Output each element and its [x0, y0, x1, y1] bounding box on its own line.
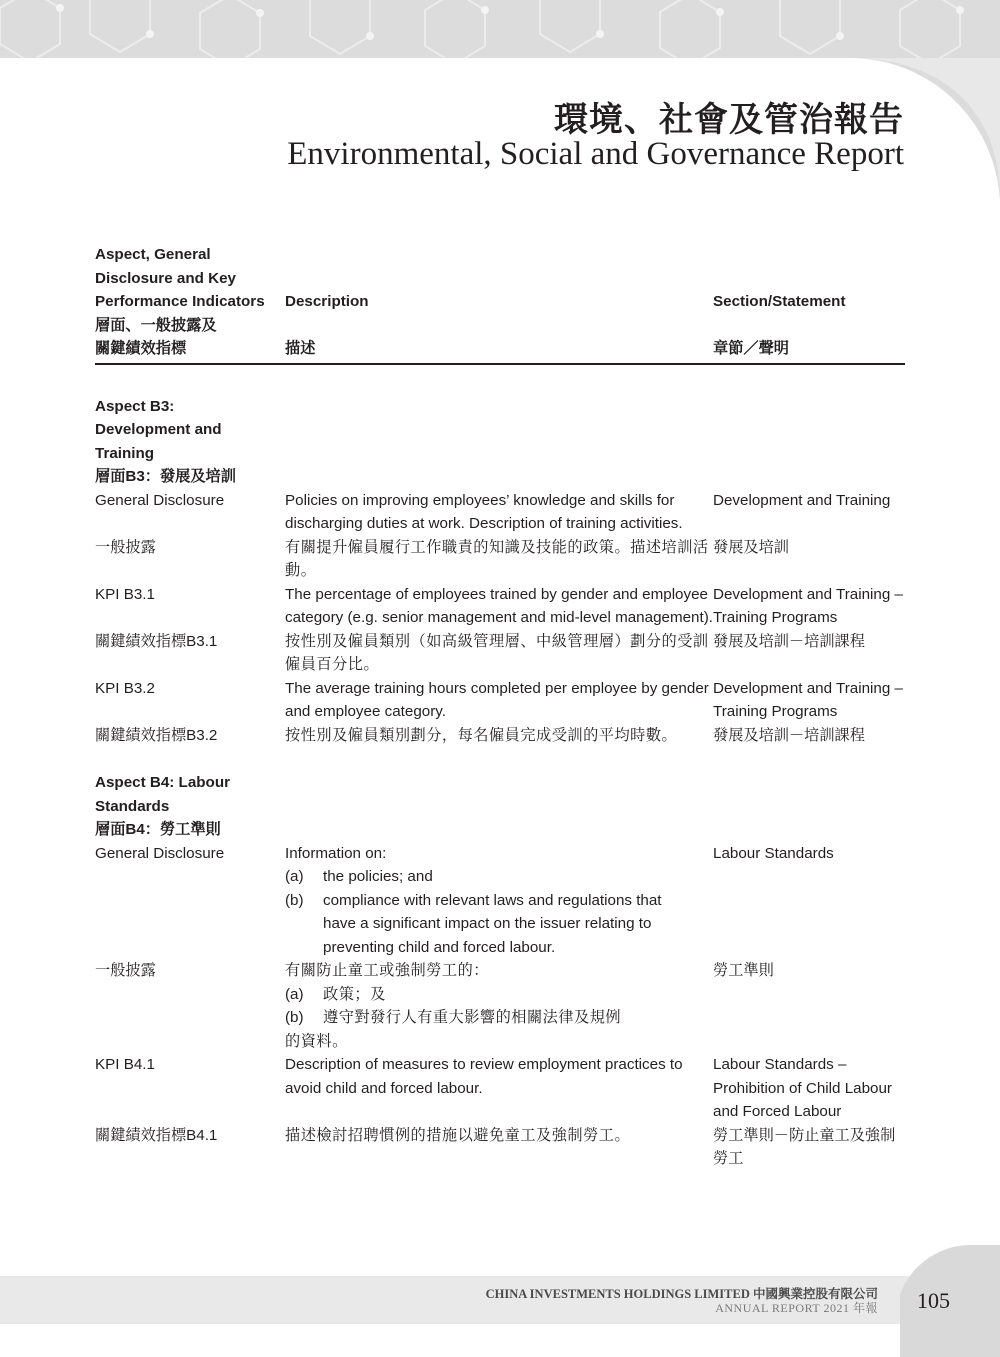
row-section: 勞工準則－防止童工及強制勞工: [713, 1126, 896, 1167]
row-label: 一般披露: [95, 962, 156, 979]
aspect-title-chinese: 層面B3：發展及培訓: [95, 468, 236, 485]
row-section: 發展及培訓: [713, 538, 789, 556]
row-description: [285, 842, 713, 960]
row-description: The percentage of employees trained by gender and employee category (e.g. senior management and mid-level management).: [285, 585, 714, 626]
column-header-section: [713, 243, 905, 361]
row-description: The average training hours completed per employee by gender and employee category.: [285, 679, 709, 720]
page-title-chinese: 環境、社會及管治報告: [554, 100, 904, 140]
row-description: 按性別及僱員類別（如高級管理層、中級管理層）劃分的受訓僱員百分比。: [285, 632, 709, 673]
row-description: 描述檢討招聘慣例的措施以避免童工及強制勞工。: [285, 1126, 631, 1144]
row-label: 關鍵績效指標B3.1: [95, 632, 218, 650]
aspect-title-english: Aspect B4: Labour Standards: [95, 774, 231, 815]
table-row: [95, 583, 905, 630]
list-marker: (b): [285, 891, 304, 909]
table-row: [95, 489, 905, 536]
row-section: Development and Training – Training Programs: [713, 679, 903, 720]
header-text: Description: [285, 293, 369, 310]
row-section: Labour Standards: [713, 844, 834, 862]
page-number: 105: [917, 1288, 950, 1313]
row-section: 勞工準則: [713, 962, 774, 979]
row-label: 關鍵績效指標B3.2: [95, 726, 218, 744]
table-row: [95, 1053, 905, 1124]
table-row: [95, 677, 905, 724]
header-text: 章節／聲明: [713, 340, 789, 357]
header-text: 關鍵績效指標: [95, 340, 187, 357]
description-intro: 有關防止童工或強制勞工的：: [285, 962, 489, 979]
table-row: [95, 536, 905, 583]
header-text: 層面、一般披露及: [95, 316, 217, 334]
table-row: [95, 1124, 905, 1171]
row-description: [285, 959, 713, 1053]
header-text: Aspect, General: [95, 246, 211, 263]
list-marker: (b): [285, 1009, 304, 1026]
esg-index-table: [95, 243, 905, 1171]
table-row: [95, 630, 905, 677]
aspect-heading-b4: [95, 771, 905, 842]
table-header: [95, 243, 905, 365]
aspect-heading-b3: [95, 395, 905, 489]
header-text: Disclosure and Key: [95, 269, 236, 287]
description-intro: Information on:: [285, 844, 387, 862]
header-pattern-band: [0, 0, 1000, 58]
footer-company-name: CHINA INVESTMENTS HOLDINGS LIMITED 中國興業控股有限公司: [485, 1287, 878, 1301]
aspect-title-chinese: 層面B4：勞工準則: [95, 821, 221, 838]
column-header-description: [285, 243, 713, 361]
row-description: 按性別及僱員類別劃分，每名僱員完成受訓的平均時數。: [285, 726, 678, 744]
row-section: Development and Training – Training Programs: [713, 585, 903, 626]
aspect-title-english: Aspect B3: Development and Training: [95, 397, 222, 462]
column-header-aspect: [95, 243, 285, 361]
list-item: [285, 889, 713, 960]
table-row: [95, 724, 905, 748]
footer-corner-shape: [900, 1245, 1000, 1357]
list-text: 遵守對發行人有重大影響的相關法律及規例: [323, 1009, 622, 1026]
row-description: Description of measures to review employment practices to avoid child and forced labour.: [285, 1056, 683, 1097]
list-item: [285, 1006, 713, 1030]
table-row: [95, 842, 905, 960]
row-label: General Disclosure: [95, 844, 225, 862]
row-label: KPI B4.1: [95, 1056, 155, 1073]
row-label: 一般披露: [95, 538, 156, 556]
hexagon-pattern: [0, 0, 1000, 58]
list-item: [285, 983, 713, 1007]
list-text: compliance with relevant laws and regulations that have a significant impact on the issuer relating to preventing child and forced labour.: [323, 891, 662, 956]
list-marker: (a): [285, 985, 304, 1003]
row-description: Policies on improving employees’ knowledge and skills for discharging duties at work. Description of training activities.: [285, 491, 683, 532]
row-label: KPI B3.1: [95, 585, 155, 603]
header-text: Section/Statement: [713, 293, 846, 310]
row-description: 有關提升僱員履行工作職責的知識及技能的政策。描述培訓活動。: [285, 538, 709, 579]
list-text: 政策；及: [323, 985, 386, 1003]
row-label: General Disclosure: [95, 491, 225, 509]
list-text: the policies; and: [323, 868, 433, 885]
header-text: 描述: [285, 340, 316, 357]
row-label: 關鍵績效指標B4.1: [95, 1126, 218, 1144]
description-tail: 的資料。: [285, 1032, 348, 1050]
table-row: [95, 959, 905, 1053]
footer-report-name: ANNUAL REPORT 2021 年報: [715, 1301, 878, 1315]
row-section: 發展及培訓－培訓課程: [713, 632, 865, 650]
row-label: KPI B3.2: [95, 679, 155, 697]
row-section: Development and Training: [713, 491, 891, 509]
row-section: Labour Standards – Prohibition of Child Labour and Forced Labour: [713, 1056, 892, 1120]
list-marker: (a): [285, 868, 304, 885]
list-item: [285, 865, 713, 889]
row-section: 發展及培訓－培訓課程: [713, 726, 865, 744]
header-text: Performance Indicators: [95, 293, 265, 310]
page-title-english: Environmental, Social and Governance Report: [287, 136, 904, 172]
